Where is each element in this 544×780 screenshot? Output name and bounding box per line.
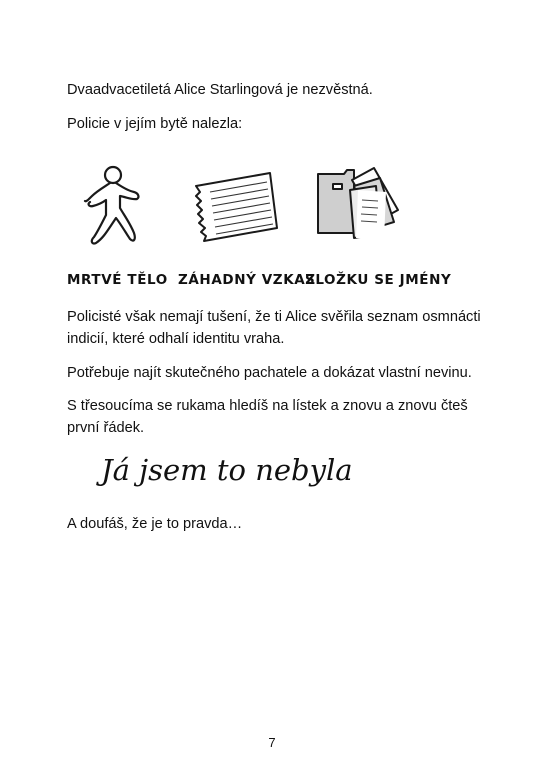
finding-label-body: MRTVÉ TĚLO bbox=[67, 272, 168, 288]
handwritten-quote: Já jsem to nebyla bbox=[101, 453, 353, 487]
closing-paragraph: A doufáš, že je to pravda… bbox=[67, 516, 243, 532]
intro-paragraph: Dvaadvacetiletá Alice Starlingová je nezvěstná. bbox=[67, 82, 373, 98]
finding-label-note: ZÁHADNÝ VZKAZ bbox=[178, 272, 316, 288]
find-culprit-paragraph: Potřebuje najít skutečného pachatele a dokázat vlastní nevinu. bbox=[67, 365, 472, 381]
police-found-paragraph: Policie v jejím bytě nalezla: bbox=[67, 116, 243, 132]
body-outline-icon bbox=[82, 163, 152, 248]
page-number: 7 bbox=[268, 735, 276, 750]
shaking-hands-paragraph: S třesoucíma se rukama hledíš na lístek a znovu a znovu čteš první řádek. bbox=[67, 398, 468, 436]
police-unaware-paragraph: Policisté však nemají tušení, že ti Alice svěřila seznam osmnácti indicií, které odhalí identitu vraha. bbox=[67, 309, 481, 347]
folder-icon bbox=[310, 160, 410, 242]
finding-label-folder: SLOŽKU SE JMÉNY bbox=[305, 272, 452, 288]
note-paper-icon bbox=[190, 168, 280, 248]
